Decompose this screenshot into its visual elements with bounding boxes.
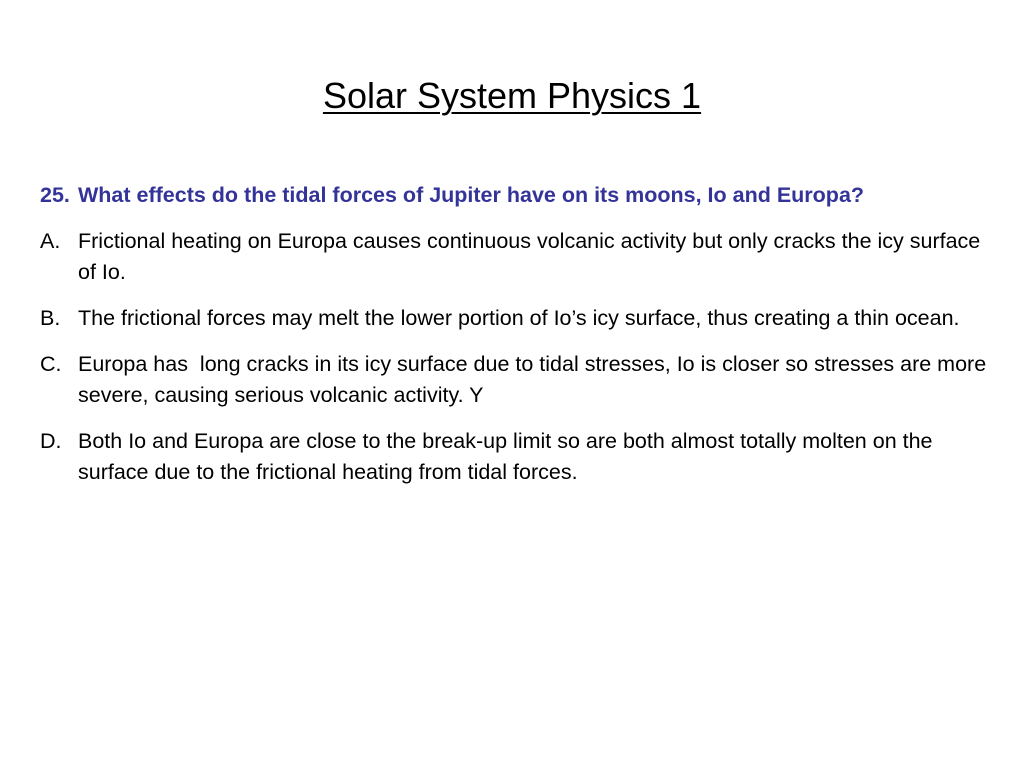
option-marker: C. [40, 352, 62, 376]
slide-title-text: Solar System Physics 1 [322, 75, 702, 116]
question [40, 180, 994, 211]
option-text: Both Io and Europa are close to the break-up limit so are both almost totally molten on the surface due to the frictional heating from tidal forces. [78, 429, 933, 484]
option-text: The frictional forces may melt the lower portion of Io’s icy surface, thus creating a thin ocean. [78, 306, 960, 330]
question-number: 25. [40, 183, 70, 207]
slide-content [40, 180, 994, 503]
option-c [40, 349, 994, 411]
question-text: What effects do the tidal forces of Jupiter have on its moons, Io and Europa? [78, 183, 865, 207]
slide-title [0, 74, 1024, 118]
option-marker: B. [40, 306, 61, 330]
option-text: Frictional heating on Europa causes continuous volcanic activity but only cracks the icy surface of Io. [78, 229, 981, 284]
option-a [40, 226, 994, 288]
option-b [40, 303, 994, 334]
option-text: Europa has long cracks in its icy surface due to tidal stresses, Io is closer so stresses are more severe, causing serious volcanic activity. Y [78, 352, 993, 407]
option-marker: A. [40, 229, 61, 253]
option-marker: D. [40, 429, 62, 453]
option-d [40, 426, 994, 488]
